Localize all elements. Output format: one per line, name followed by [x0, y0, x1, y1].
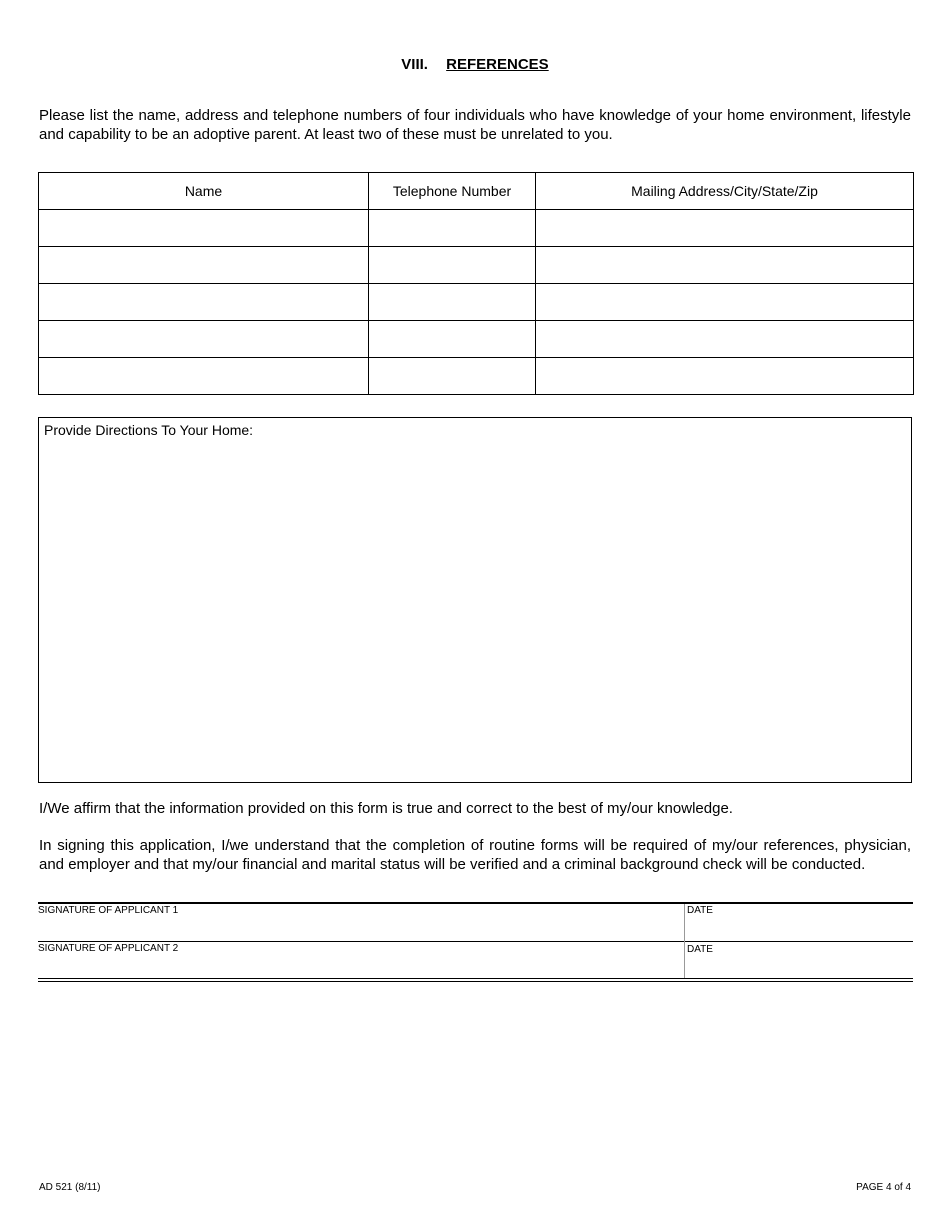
- signature-block: [38, 902, 913, 982]
- reference-telephone-field[interactable]: [369, 210, 536, 247]
- reference-telephone-field[interactable]: [369, 358, 536, 395]
- divider: [684, 904, 685, 978]
- reference-address-field[interactable]: [536, 210, 914, 247]
- applicant1-signature-label: SIGNATURE OF APPLICANT 1: [38, 905, 179, 916]
- reference-name-field[interactable]: [39, 284, 369, 321]
- table-row: [39, 321, 914, 358]
- reference-address-field[interactable]: [536, 284, 914, 321]
- table-header-row: [39, 173, 914, 210]
- section-number: VIII.: [401, 56, 428, 73]
- reference-name-field[interactable]: [39, 210, 369, 247]
- directions-label: Provide Directions To Your Home:: [44, 422, 254, 438]
- form-id: AD 521 (8/11): [39, 1182, 101, 1193]
- reference-telephone-field[interactable]: [369, 247, 536, 284]
- references-table: [38, 172, 914, 395]
- table-row: [39, 284, 914, 321]
- reference-address-field[interactable]: [536, 321, 914, 358]
- applicant2-signature-label: SIGNATURE OF APPLICANT 2: [38, 943, 179, 954]
- section-heading: [0, 56, 950, 73]
- section-title: REFERENCES: [446, 56, 549, 73]
- table-row: [39, 210, 914, 247]
- column-header-name: Name: [39, 173, 369, 210]
- table-row: [39, 247, 914, 284]
- divider: [38, 941, 913, 942]
- applicant1-date-label: DATE: [687, 905, 713, 916]
- divider: [38, 981, 913, 982]
- column-header-address: Mailing Address/City/State/Zip: [536, 173, 914, 210]
- intro-text: Please list the name, address and telephone numbers of four individuals who have knowledge of your home environment, lifestyle and capability to be an adoptive parent. At least two of these must be unrelated to you.: [39, 107, 911, 143]
- reference-telephone-field[interactable]: [369, 284, 536, 321]
- reference-name-field[interactable]: [39, 247, 369, 284]
- reference-address-field[interactable]: [536, 358, 914, 395]
- affirmation-text: I/We affirm that the information provided on this form is true and correct to the best of my/our knowledge.: [39, 800, 733, 817]
- reference-name-field[interactable]: [39, 358, 369, 395]
- divider: [38, 978, 913, 979]
- column-header-telephone: Telephone Number: [369, 173, 536, 210]
- reference-telephone-field[interactable]: [369, 321, 536, 358]
- page-number: PAGE 4 of 4: [856, 1182, 911, 1193]
- reference-address-field[interactable]: [536, 247, 914, 284]
- reference-name-field[interactable]: [39, 321, 369, 358]
- understanding-text: In signing this application, I/we understand that the completion of routine forms will be required of my/our references, physician, and employer and that my/our financial and marital status will be verified and a criminal background check will be conducted.: [39, 837, 911, 873]
- directions-box[interactable]: [38, 417, 912, 783]
- applicant2-date-label: DATE: [687, 944, 713, 955]
- table-row: [39, 358, 914, 395]
- divider: [38, 902, 913, 904]
